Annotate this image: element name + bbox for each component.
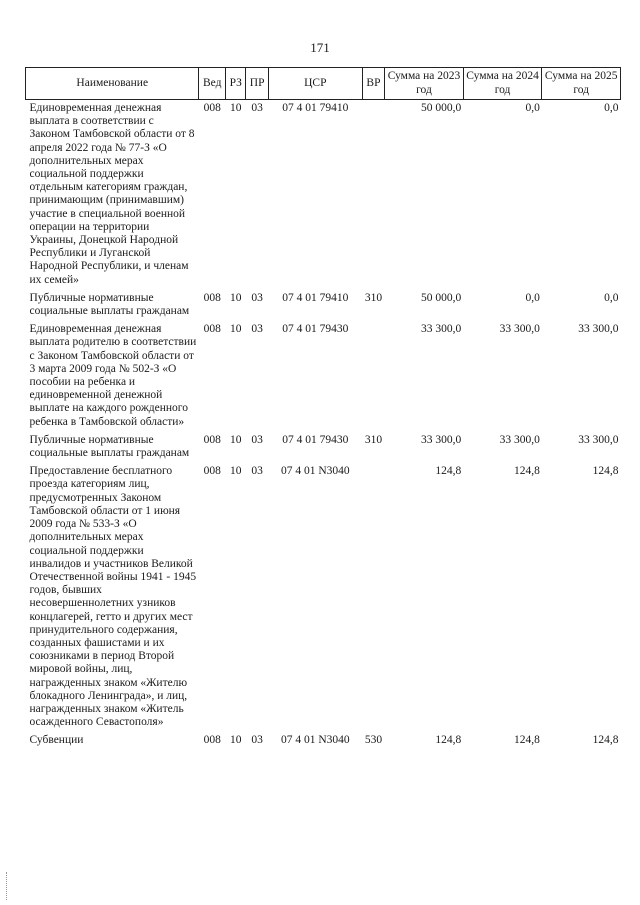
row-ved: 008: [203, 102, 221, 114]
row-csr: 07 4 01 N3040: [280, 465, 350, 478]
header-vr: ВР: [362, 68, 384, 100]
table-row: [26, 100, 621, 290]
header-ved: Вед: [199, 68, 226, 100]
table-header-row: [26, 68, 621, 100]
row-sum-2023: 33 300,0: [421, 323, 462, 336]
row-rz: 10: [229, 433, 242, 446]
header-name: Наименование: [26, 68, 199, 100]
header-sum-2024: Сумма на 2024 год: [463, 68, 542, 100]
row-sum-2025: 124,8: [592, 465, 619, 478]
row-rz: 10: [229, 734, 242, 747]
page-number: 171: [310, 40, 330, 55]
row-pr: 03: [251, 323, 263, 336]
row-name: Субвенции: [29, 734, 84, 747]
row-name: Публичные нормативные социальные выплаты гражданам: [29, 433, 190, 460]
row-sum-2023: 33 300,0: [421, 433, 462, 446]
row-sum-2024: 0,0: [525, 291, 540, 304]
row-sum-2025: 33 300,0: [578, 433, 619, 446]
row-sum-2024: 0,0: [525, 102, 540, 114]
row-name: Предоставление бесплатного проезда категориям лиц, предусмотренных Законом Тамбовской области от 1 июня 2009 года № 533-З «О дополнительных мерах социальной поддержки инвалидов и участников Великой Отечественной войны 1941 - 1945 годов, бывших несовершеннолетних узников концлагерей, гетто и других мест принудительного содержания, созданных фашистами и их союзниками в период Второй мировой войны, лиц, награжденных знаком «Жителю блокадного Ленинграда», и лиц, награжденных знаком «Житель осажденного Севастополя»: [29, 465, 197, 729]
header-sum-2025: Сумма на 2025 год: [542, 68, 621, 100]
row-sum-2023: 124,8: [435, 465, 462, 478]
row-sum-2025: 0,0: [604, 291, 619, 304]
row-rz: 10: [229, 323, 242, 336]
row-sum-2023: 50 000,0: [421, 291, 462, 304]
table-row: [26, 432, 621, 463]
row-sum-2024: 33 300,0: [499, 323, 540, 336]
row-ved: 008: [203, 465, 221, 478]
row-rz: 10: [229, 465, 242, 478]
row-csr: 07 4 01 N3040: [280, 734, 350, 747]
row-csr: 07 4 01 79430: [282, 433, 349, 446]
row-ved: 008: [203, 734, 221, 747]
row-vr: [362, 463, 384, 732]
scan-edge-mark: [6, 872, 8, 900]
header-rz: РЗ: [226, 68, 246, 100]
table-row: [26, 732, 621, 750]
row-pr: 03: [251, 102, 263, 114]
row-vr: [362, 100, 384, 290]
row-name: Единовременная денежная выплата в соответствии с Законом Тамбовской области от 8 апреля 2022 года № 77-З «О дополнительных мерах социальной поддержки отдельным категориям граждан, принимающим (принимавшим) участие в специальной военной операции на территории Украины, Донецкой Народной Республики и Луганской Народной Республики, и членам их семей»: [29, 102, 195, 286]
row-sum-2025: 124,8: [592, 734, 619, 747]
row-vr: 310: [364, 433, 383, 446]
row-csr: 07 4 01 79410: [282, 291, 349, 304]
row-sum-2025: 33 300,0: [578, 323, 619, 336]
row-vr: 530: [364, 734, 383, 747]
row-sum-2024: 124,8: [513, 734, 540, 747]
budget-table: [25, 67, 621, 751]
header-pr: ПР: [246, 68, 268, 100]
row-csr: 07 4 01 79410: [282, 102, 349, 114]
row-vr: [362, 321, 384, 432]
row-sum-2023: 124,8: [435, 734, 462, 747]
header-csr: ЦСР: [268, 68, 362, 100]
row-name: Публичные нормативные социальные выплаты гражданам: [29, 291, 190, 318]
table-row: [26, 463, 621, 732]
row-ved: 008: [203, 291, 221, 304]
row-pr: 03: [251, 291, 263, 304]
row-sum-2025: 0,0: [604, 102, 619, 114]
row-rz: 10: [229, 291, 242, 304]
row-pr: 03: [251, 433, 263, 446]
table-row: [26, 290, 621, 321]
row-rz: 10: [229, 102, 242, 114]
row-pr: 03: [251, 465, 263, 478]
row-sum-2024: 33 300,0: [499, 433, 540, 446]
row-vr: 310: [364, 291, 383, 304]
row-pr: 03: [251, 734, 263, 747]
row-ved: 008: [203, 433, 221, 446]
row-sum-2023: 50 000,0: [421, 102, 462, 114]
table-row: [26, 321, 621, 432]
row-ved: 008: [203, 323, 221, 336]
header-sum-2023: Сумма на 2023 год: [385, 68, 464, 100]
row-name: Единовременная денежная выплата родителю в соответствии с Законом Тамбовской области от 3 марта 2009 года № 502-З «О пособии на ребенка и единовременной денежной выплате на каждого рожденного ребенка в Тамбовской области»: [29, 323, 197, 428]
row-sum-2024: 124,8: [513, 465, 540, 478]
row-csr: 07 4 01 79430: [282, 323, 349, 336]
